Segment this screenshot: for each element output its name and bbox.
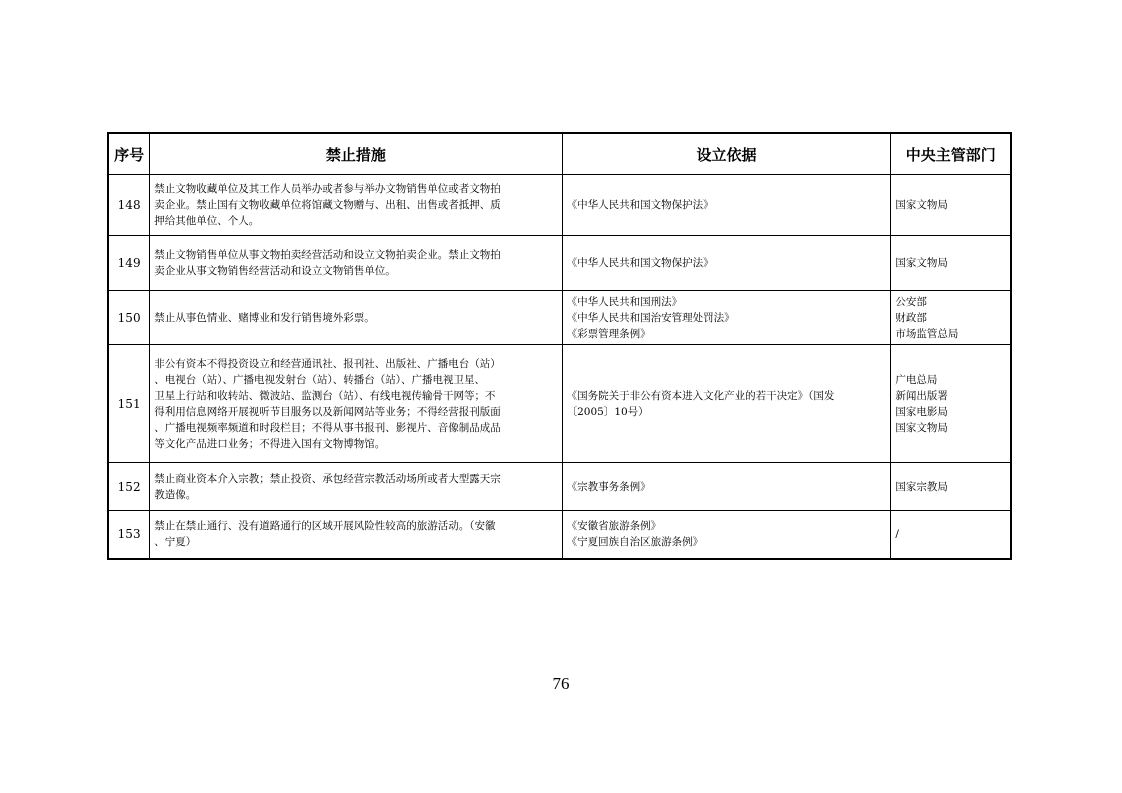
measure-cell — [150, 175, 562, 236]
table-row — [108, 291, 1011, 345]
measure-line: 、宁夏） — [154, 536, 197, 549]
measure-line: 卖企业。禁止国有文物收藏单位将馆藏文物赠与、出租、出售或者抵押、质 — [154, 199, 501, 211]
measure-line: 禁止从事色情业、赌博业和发行销售境外彩票。 — [154, 311, 375, 324]
table-row — [108, 463, 1011, 511]
measure-line: 押给其他单位、个人。 — [154, 215, 260, 227]
measure-cell — [150, 291, 562, 345]
measure-line: 等文化产品进口业务；不得进入国有文物博物馆。 — [154, 437, 386, 450]
dept-cell — [891, 291, 1011, 345]
dept-line: 国家电影局 — [895, 405, 948, 418]
measure-line: 禁止在禁止通行、没有道路通行的区域开展风险性较高的旅游活动。（安徽 — [154, 520, 496, 533]
basis-line: 《中华人民共和国文物保护法》 — [566, 199, 714, 211]
basis-line: 《安徽省旅游条例》 — [566, 520, 662, 533]
basis-line: 《中华人民共和国治安管理处罚法》 — [566, 311, 735, 324]
dept-line: 公安部 — [895, 295, 927, 308]
measure-line: 非公有资本不得投资设立和经营通讯社、报刊社、出版社、广播电台（站） — [154, 357, 501, 370]
basis-cell — [562, 236, 891, 291]
measure-cell — [150, 511, 562, 559]
dept-cell — [891, 345, 1011, 463]
measure-cell — [150, 345, 562, 463]
basis-line: 《中华人民共和国刑法》 — [566, 295, 683, 308]
row-number: 151 — [108, 345, 150, 463]
dept-line: 国家文物局 — [895, 199, 948, 211]
basis-line: 《国务院关于非公有资本进入文化产业的若干决定》（国发 — [566, 389, 835, 402]
measure-line: 禁止文物销售单位从事文物拍卖经营活动和设立文物拍卖企业。禁止文物拍 — [154, 249, 501, 261]
basis-line: 〔2005〕10号） — [566, 405, 649, 418]
dept-cell — [891, 175, 1011, 236]
measure-line: 禁止商业资本介入宗教；禁止投资、承包经营宗教活动场所或者大型露天宗 — [154, 472, 501, 485]
row-number: 150 — [108, 291, 150, 345]
regulation-table — [107, 132, 1012, 560]
dept-cell — [891, 463, 1011, 511]
table-row — [108, 236, 1011, 291]
page-number: 76 — [552, 674, 570, 693]
header-prohibited-measures: 禁止措施 — [150, 133, 562, 175]
dept-line: 国家文物局 — [895, 421, 948, 434]
dept-line: 市场监管总局 — [895, 327, 959, 340]
table-header-row — [108, 133, 1011, 175]
basis-line: 《中华人民共和国文物保护法》 — [566, 257, 714, 269]
measure-cell — [150, 236, 562, 291]
row-number: 152 — [108, 463, 150, 511]
measure-line: 禁止文物收藏单位及其工作人员举办或者参与举办文物销售单位或者文物拍 — [154, 183, 501, 195]
row-number: 149 — [108, 236, 150, 291]
dept-line: 财政部 — [895, 311, 927, 324]
dept-cell — [891, 236, 1011, 291]
dept-line: 国家文物局 — [895, 257, 948, 269]
measure-line: 教造像。 — [154, 488, 197, 501]
measure-line: 、广播电视频率频道和时段栏目；不得从事书报刊、影视片、音像制品成品 — [154, 421, 501, 434]
measure-line: 卫星上行站和收转站、微波站、监测台（站）、有线电视传输骨干网等；不 — [154, 389, 496, 402]
basis-line: 《彩票管理条例》 — [566, 327, 651, 340]
basis-cell — [562, 291, 891, 345]
header-serial-number: 序号 — [108, 133, 150, 175]
header-legal-basis: 设立依据 — [562, 133, 891, 175]
dept-line: 新闻出版署 — [895, 389, 948, 402]
basis-line: 《宁夏回族自治区旅游条例》 — [566, 536, 704, 549]
dept-line: 广电总局 — [895, 373, 938, 386]
header-central-department: 中央主管部门 — [891, 133, 1011, 175]
row-number: 148 — [108, 175, 150, 236]
row-number: 153 — [108, 511, 150, 559]
table-row — [108, 511, 1011, 559]
measure-line: 得利用信息网络开展视听节目服务以及新闻网站等业务；不得经营报刊版面 — [154, 405, 501, 418]
measure-line: 、电视台（站）、广播电视发射台（站）、转播台（站）、广播电视卫星、 — [154, 373, 485, 386]
measure-cell — [150, 463, 562, 511]
dept-cell — [891, 511, 1011, 559]
basis-cell — [562, 463, 891, 511]
basis-cell — [562, 175, 891, 236]
basis-line: 《宗教事务条例》 — [566, 480, 651, 493]
basis-cell — [562, 345, 891, 463]
dept-line: 国家宗教局 — [895, 480, 948, 493]
measure-line: 卖企业从事文物销售经营活动和设立文物销售单位。 — [154, 265, 396, 277]
table-row — [108, 175, 1011, 236]
table-row — [108, 345, 1011, 463]
basis-cell — [562, 511, 891, 559]
dept-line: / — [895, 528, 899, 541]
